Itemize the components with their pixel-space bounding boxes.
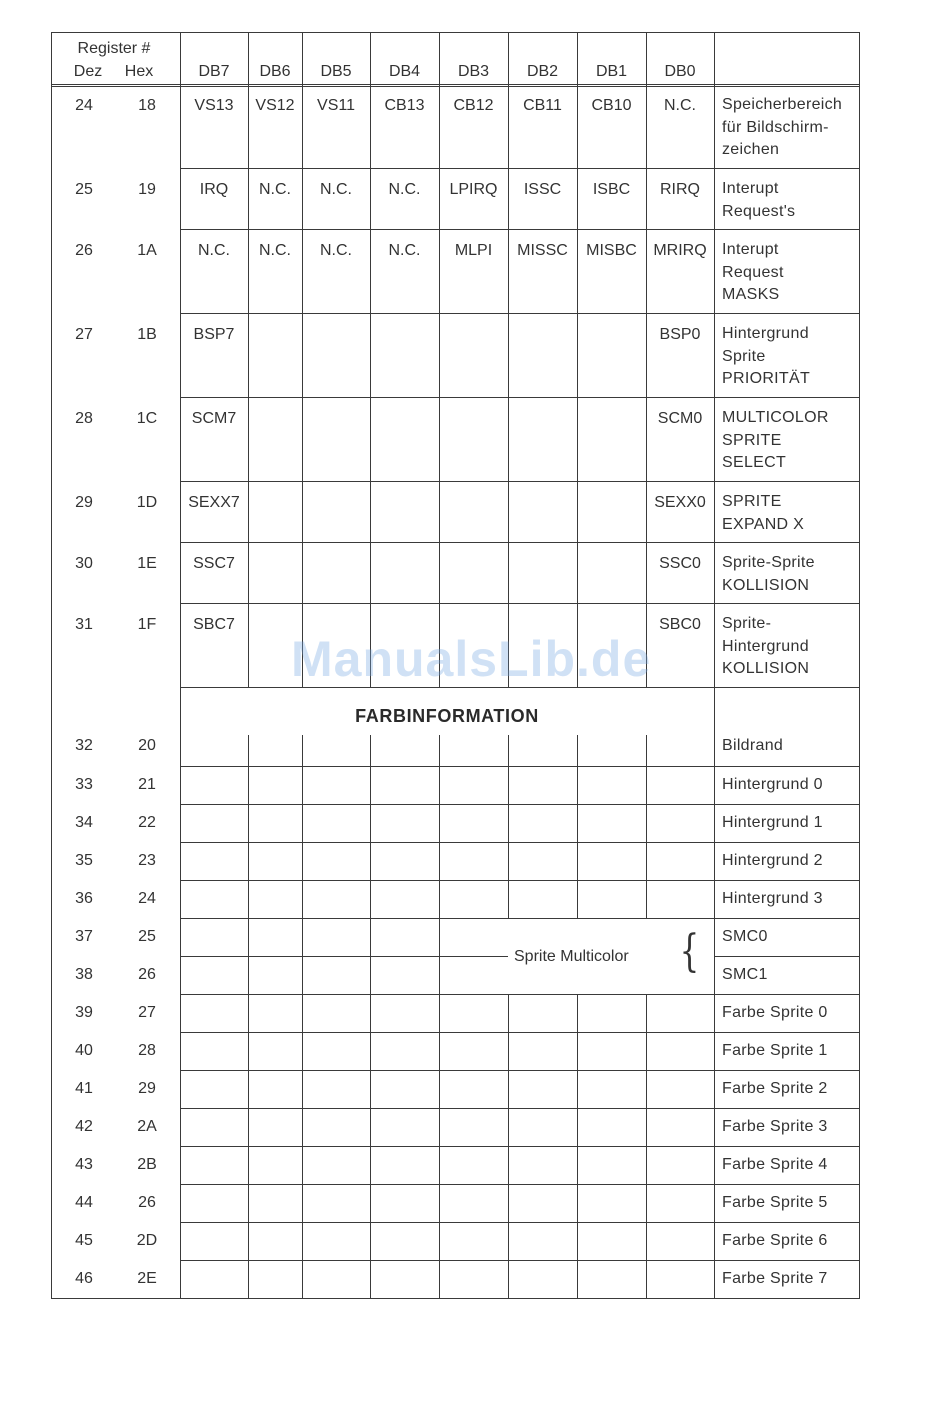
bit-cell: MISSC	[517, 242, 568, 259]
bit-header-db1: DB1	[595, 63, 628, 80]
bit-cell: SCM0	[657, 410, 703, 427]
bit-cell: BSP0	[659, 326, 701, 343]
register-dez: 45	[75, 1232, 93, 1249]
bit-header-db0: DB0	[664, 63, 696, 80]
register-dez: 28	[75, 410, 93, 427]
color-row-divider	[180, 842, 715, 843]
bit-column-divider	[439, 32, 440, 687]
register-dez: 30	[75, 555, 93, 572]
register-hex: 2B	[137, 1156, 157, 1173]
register-hex: 24	[138, 890, 156, 907]
color-row-divider	[180, 1184, 715, 1185]
bit-column-divider	[577, 994, 578, 1298]
register-description: Interupt Request's	[722, 180, 796, 220]
register-hex: 23	[138, 852, 156, 869]
color-row-divider	[180, 804, 715, 805]
register-description: Farbe Sprite 4	[722, 1156, 828, 1173]
bit-cell: VS12	[255, 97, 295, 114]
bit-header-db5: DB5	[320, 63, 352, 80]
register-description: Farbe Sprite 0	[722, 1004, 828, 1021]
register-hex: 21	[138, 776, 156, 793]
register-hex: 1F	[137, 616, 157, 633]
color-desc-divider	[714, 766, 860, 767]
register-hex: 1D	[136, 494, 158, 511]
register-hex: 1B	[137, 326, 157, 343]
color-desc-divider	[714, 994, 860, 995]
register-dez: 39	[75, 1004, 93, 1021]
register-dez: 38	[75, 966, 93, 983]
bit-cell: BSP7	[193, 326, 235, 343]
register-dez: 26	[75, 242, 93, 259]
register-description: Farbe Sprite 6	[722, 1232, 828, 1249]
register-description: Hintergrund 2	[722, 852, 823, 869]
bit-cell: SEXX0	[654, 494, 706, 511]
bit-cell: N.C.	[664, 97, 696, 114]
bit-column-divider	[646, 735, 647, 918]
register-description: Hintergrund 3	[722, 890, 823, 907]
bit-header-db3: DB3	[457, 63, 490, 80]
register-dez: 32	[75, 737, 93, 754]
bit-cell: CB13	[384, 97, 425, 114]
register-dez: 35	[75, 852, 93, 869]
bit-cell: N.C.	[259, 181, 291, 198]
bit-cell: SCM7	[191, 410, 237, 427]
bit-column-divider	[180, 32, 181, 687]
row-divider	[180, 397, 860, 398]
bit-cell: N.C.	[259, 242, 291, 259]
color-desc-divider	[714, 1108, 860, 1109]
color-row-divider	[180, 1032, 715, 1033]
register-description: Speicherbereich für Bildschirm- zeichen	[722, 96, 843, 159]
color-desc-divider	[714, 1146, 860, 1147]
register-description: SMC0	[722, 928, 768, 945]
bit-cell: N.C.	[388, 242, 421, 259]
bit-cell: VS11	[317, 97, 355, 114]
bit-cell: ISSC	[523, 181, 562, 198]
register-hex: 26	[138, 1194, 156, 1211]
bit-cell: RIRQ	[660, 181, 700, 198]
row-divider	[180, 603, 860, 604]
dez-label: Dez	[73, 63, 103, 80]
color-row-divider	[180, 880, 715, 881]
register-dez: 34	[75, 814, 93, 831]
register-description: Interupt Request MASKS	[722, 241, 784, 304]
register-dez: 46	[75, 1270, 93, 1287]
bit-cell: CB11	[523, 97, 562, 114]
register-hex: 25	[138, 928, 156, 945]
color-row-divider	[180, 918, 715, 919]
bit-column-divider	[577, 32, 578, 687]
register-dez: 33	[75, 776, 93, 793]
register-hex: 26	[138, 966, 156, 983]
curly-brace-icon: {	[679, 926, 700, 977]
register-dez: 36	[75, 890, 93, 907]
register-dez: 41	[75, 1080, 93, 1097]
register-hex: 18	[138, 97, 156, 114]
color-row-divider	[180, 1222, 715, 1223]
bit-column-divider	[577, 735, 578, 918]
register-dez: 29	[75, 494, 93, 511]
register-description: Farbe Sprite 3	[722, 1118, 828, 1135]
bit-cell: IRQ	[199, 181, 229, 198]
register-description: Farbe Sprite 2	[722, 1080, 828, 1097]
bit-cell: ISBC	[592, 181, 631, 198]
bit-cell: SBC7	[193, 616, 235, 633]
bit-column-divider	[508, 32, 509, 687]
color-desc-divider	[714, 1070, 860, 1071]
color-row-divider	[180, 994, 715, 995]
bit-header-db2: DB2	[526, 63, 559, 80]
bit-column-divider	[370, 32, 371, 687]
register-hex: 20	[138, 737, 156, 754]
color-desc-divider	[714, 918, 860, 919]
bit-cell: SEXX7	[188, 494, 240, 511]
bit-column-divider	[302, 735, 303, 1298]
bit-cell: N.C.	[320, 181, 352, 198]
register-label: Register #	[77, 40, 151, 57]
color-desc-divider	[714, 804, 860, 805]
register-description: SPRITE EXPAND X	[722, 493, 805, 533]
bit-column-divider	[302, 32, 303, 687]
register-hex: 19	[138, 181, 156, 198]
register-hex: 22	[138, 814, 156, 831]
hex-label: Hex	[124, 63, 154, 80]
table-left-border	[51, 32, 52, 1299]
section-title-farbinformation: FARBINFORMATION	[355, 706, 539, 726]
color-row-divider	[180, 1108, 715, 1109]
bit-header-db4: DB4	[388, 63, 421, 80]
bit-cell: N.C.	[388, 181, 421, 198]
register-hex: 2E	[137, 1270, 157, 1287]
color-desc-divider	[714, 880, 860, 881]
color-desc-divider	[714, 1222, 860, 1223]
table-top-border	[51, 32, 860, 33]
register-description: Farbe Sprite 5	[722, 1194, 828, 1211]
color-desc-divider	[714, 1184, 860, 1185]
bit-cell: MRIRQ	[653, 242, 707, 259]
row-divider	[180, 168, 860, 169]
color-desc-divider	[714, 842, 860, 843]
bit-area-left-border	[180, 687, 181, 1298]
bit-cell: N.C.	[320, 242, 352, 259]
table-bottom-border	[51, 1298, 860, 1299]
bit-cell: SSC7	[193, 555, 235, 572]
color-desc-divider	[714, 1032, 860, 1033]
register-dez: 37	[75, 928, 93, 945]
watermark: ManualsLib.de	[291, 631, 652, 687]
register-description: Farbe Sprite 1	[722, 1042, 828, 1059]
row-divider	[180, 313, 860, 314]
desc-column-divider	[714, 687, 715, 1298]
color-row-divider	[180, 1260, 715, 1261]
register-hex: 27	[138, 1004, 156, 1021]
register-dez: 43	[75, 1156, 93, 1173]
bit-cell: LPIRQ	[449, 181, 498, 198]
header-bottom-border-double	[51, 86, 860, 87]
register-dez: 31	[75, 616, 93, 633]
bit-cell: MLPI	[454, 242, 493, 259]
register-hex: 28	[138, 1042, 156, 1059]
header-bottom-border	[51, 84, 860, 85]
bit-cell: SSC0	[659, 555, 701, 572]
register-dez: 40	[75, 1042, 93, 1059]
bit-header-db7: DB7	[198, 63, 230, 80]
register-description: Hintergrund 0	[722, 776, 823, 793]
desc-column-divider	[714, 32, 715, 687]
bit-column-divider	[646, 994, 647, 1298]
register-description: SMC1	[722, 966, 768, 983]
register-hex: 2D	[136, 1232, 158, 1249]
color-desc-divider	[714, 956, 860, 957]
register-hex: 2A	[137, 1118, 157, 1135]
bit-column-divider	[508, 735, 509, 918]
color-row-divider	[180, 1146, 715, 1147]
register-dez: 27	[75, 326, 93, 343]
bit-column-divider	[508, 994, 509, 1298]
bit-column-divider	[248, 32, 249, 687]
register-hex: 1E	[137, 555, 157, 572]
bit-cell: CB12	[453, 97, 494, 114]
register-dez: 24	[75, 97, 93, 114]
row-divider	[180, 542, 860, 543]
bit-header-db6: DB6	[259, 63, 291, 80]
register-hex: 1A	[137, 242, 157, 259]
bit-column-divider	[370, 735, 371, 1298]
register-description: Bildrand	[722, 737, 784, 754]
register-description: Sprite-Sprite KOLLISION	[722, 554, 815, 594]
sprite-multicolor-label: Sprite Multicolor	[514, 948, 629, 965]
register-hex: 29	[138, 1080, 156, 1097]
row-divider	[180, 229, 860, 230]
register-description: Sprite- Hintergrund KOLLISION	[722, 615, 810, 678]
color-row-divider	[180, 956, 508, 957]
register-dez: 42	[75, 1118, 93, 1135]
bit-cell: CB10	[591, 97, 632, 114]
color-row-divider	[180, 1070, 715, 1071]
color-desc-divider	[714, 1260, 860, 1261]
bit-column-divider	[646, 32, 647, 687]
bit-cell: MISBC	[586, 242, 637, 259]
register-hex: 1C	[136, 410, 158, 427]
register-description: MULTICOLOR SPRITE SELECT	[722, 409, 829, 472]
register-dez: 44	[75, 1194, 93, 1211]
bit-column-divider	[439, 735, 440, 1298]
register-description: Hintergrund 1	[722, 814, 823, 831]
color-row-divider	[180, 766, 715, 767]
row-divider	[180, 481, 860, 482]
bit-cell: VS13	[194, 97, 234, 114]
bit-cell: SBC0	[659, 616, 701, 633]
register-description: Hintergrund Sprite PRIORITÄT	[722, 325, 811, 388]
bit-column-divider	[248, 735, 249, 1298]
register-description: Farbe Sprite 7	[722, 1270, 828, 1287]
bit-cell: N.C.	[198, 242, 230, 259]
register-dez: 25	[75, 181, 93, 198]
